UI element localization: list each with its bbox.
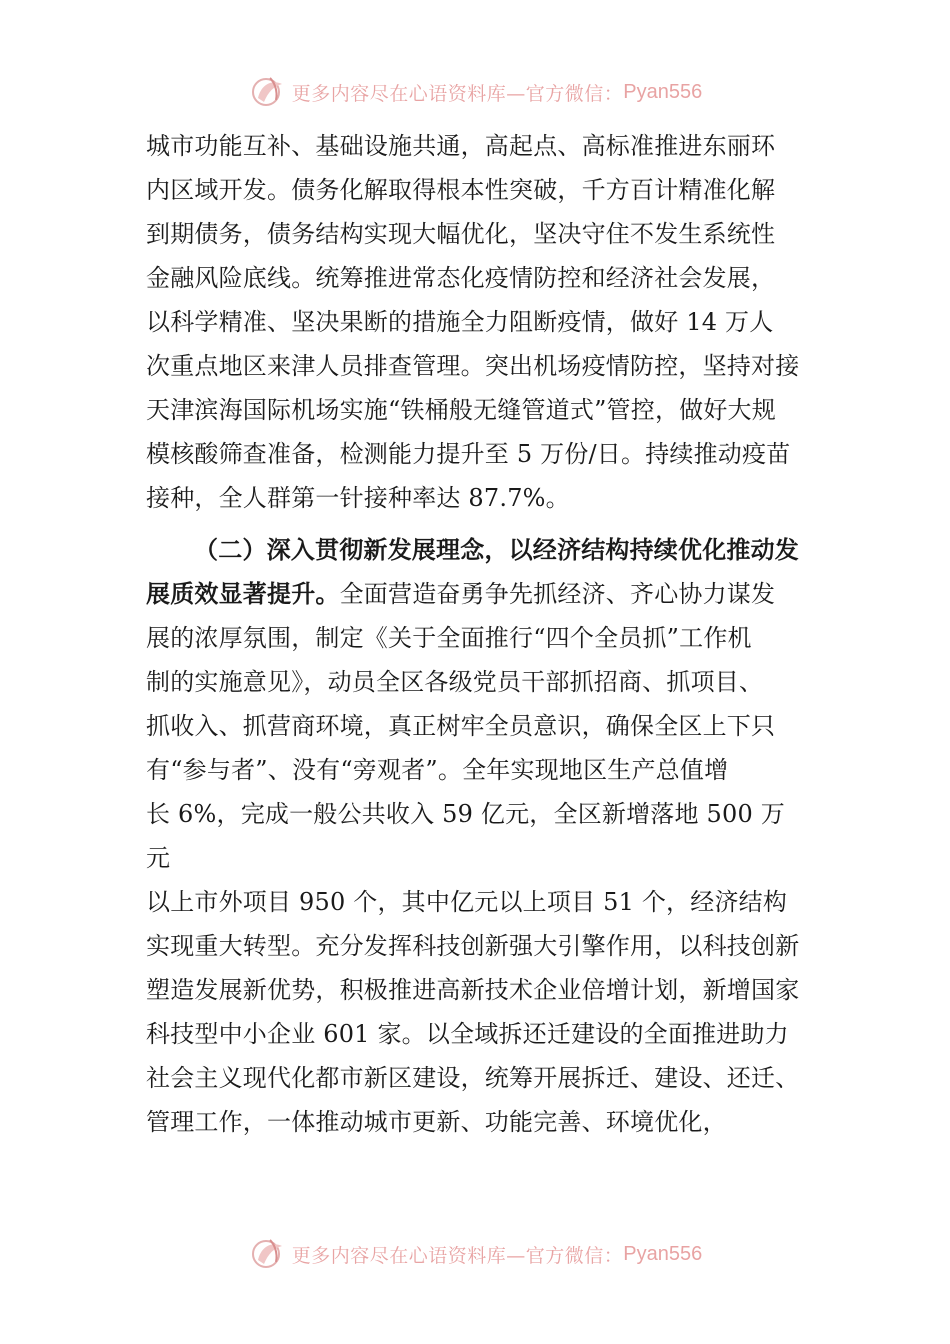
paragraph-1 <box>146 124 818 520</box>
text-span: 全面营造奋勇争先抓经济、齐心协力谋发 <box>339 580 776 608</box>
text-line: 管理工作，一体推动城市更新、功能完善、环境优化， <box>146 1108 727 1136</box>
text-line: 内区域开发。债务化解取得根本性突破，千方百计精准化解 <box>146 176 776 204</box>
text-line: 塑造发展新优势，积极推进高新技术企业倍增计划，新增国家 <box>146 976 800 1004</box>
text-line: 制的实施意见》，动员全区各级党员干部抓招商、抓项目、 <box>146 668 764 696</box>
header-watermark <box>0 70 950 114</box>
watermark-text: 更多内容尽在心语资料库—官方微信： <box>291 1244 624 1267</box>
text-line: 抓收入、抓营商环境，真正树牢全员意识，确保全区上下只 <box>146 712 776 740</box>
watermark-wechat-id: Pyan556 <box>623 80 703 103</box>
watermark-wechat-id: Pyan556 <box>623 1242 703 1265</box>
text-line: 元 <box>146 844 171 872</box>
text-line: 社会主义现代化都市新区建设，统筹开展拆迁、建设、还迁、 <box>146 1064 800 1092</box>
text-line: 有“参与者”、没有“旁观者”。全年实现地区生产总值增 <box>146 756 729 784</box>
text-line: 实现重大转型。充分发挥科技创新强大引擎作用，以科技创新 <box>146 932 800 960</box>
text-line: 科技型中小企业 601 家。以全域拆还迁建设的全面推进助力 <box>146 1020 789 1048</box>
watermark-logo-icon <box>248 72 288 112</box>
paragraph-2 <box>146 528 818 1144</box>
text-line: 以科学精准、坚决果断的措施全力阻断疫情，做好 14 万人 <box>146 308 774 336</box>
text-line <box>146 572 818 616</box>
text-line: 次重点地区来津人员排查管理。突出机场疫情防控，坚持对接 <box>146 352 800 380</box>
text-line: 天津滨海国际机场实施“铁桶般无缝管道式”管控，做好大规 <box>146 396 776 424</box>
text-line: 长 6%，完成一般公共收入 59 亿元，全区新增落地 500 万 <box>146 800 785 828</box>
text-line: 以上市外项目 950 个，其中亿元以上项目 51 个，经济结构 <box>146 888 788 916</box>
text-line: 金融风险底线。统筹推进常态化疫情防控和经济社会发展， <box>146 264 776 292</box>
text-line: 城市功能互补、基础设施共通，高起点、高标准推进东丽环 <box>146 132 776 160</box>
watermark-logo-icon <box>248 1234 288 1274</box>
text-line: 展的浓厚氛围，制定《关于全面推行“四个全员抓”工作机 <box>146 624 752 652</box>
document-body <box>146 124 818 1144</box>
section-heading: （二）深入贯彻新发展理念，以经济结构持续优化推动发 <box>194 536 799 564</box>
footer-watermark <box>0 1232 950 1276</box>
text-line: 接种，全人群第一针接种率达 87.7%。 <box>146 484 570 512</box>
text-line: 到期债务，债务结构实现大幅优化，坚决守住不发生系统性 <box>146 220 776 248</box>
text-line: 模核酸筛查准备，检测能力提升至 5 万份/日。持续推动疫苗 <box>146 440 791 468</box>
watermark-text: 更多内容尽在心语资料库—官方微信： <box>291 82 624 105</box>
section-heading-end: 展质效显著提升。 <box>146 580 340 608</box>
